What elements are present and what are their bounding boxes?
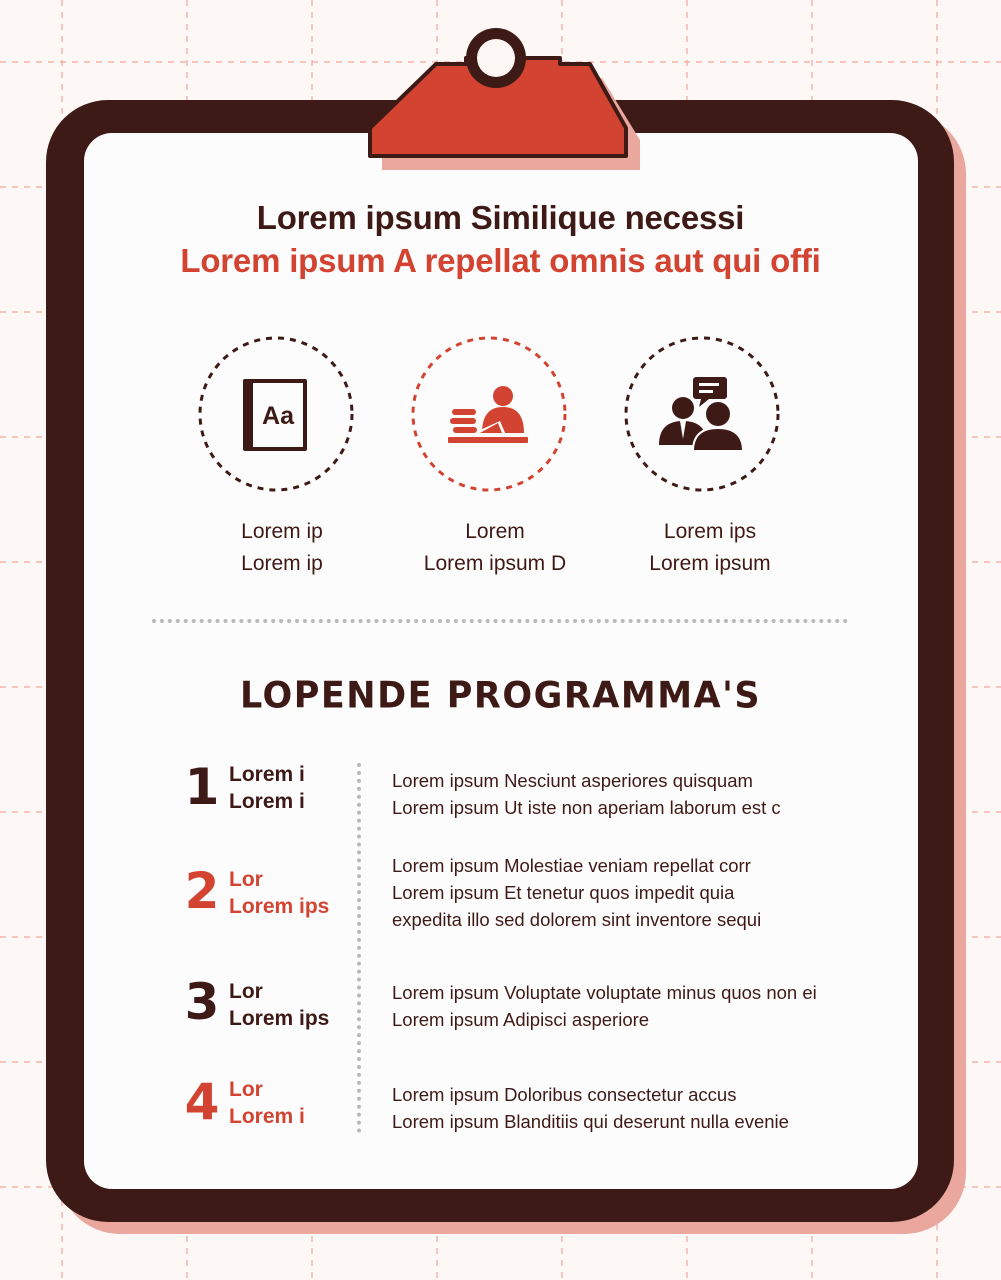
feature-circle-2 <box>410 335 570 495</box>
programs-vertical-divider <box>357 763 361 1133</box>
program-label-2: Lor Lorem ips <box>229 868 330 918</box>
feature-label-3: Lorem ips Lorem ipsum <box>649 520 771 575</box>
program-desc-3: Lorem ipsum Voluptate voluptate minus quos non ei Lorem ipsum Adipisci asperiore <box>392 982 817 1030</box>
svg-text:Aa: Aa <box>262 402 294 430</box>
program-label-4: Lor Lorem i <box>229 1078 305 1128</box>
program-desc-1: Lorem ipsum Nesciunt asperiores quisquam Lorem ipsum Ut iste non aperiam laborum est c <box>392 770 781 818</box>
feature-label-1: Lorem ip Lorem ip <box>241 520 323 575</box>
section-divider <box>152 619 848 623</box>
program-desc-2: Lorem ipsum Molestiae veniam repellat corr Lorem ipsum Et tenetur quos impedit quia expedita illo sed dolorem sint inventore sequi <box>392 855 762 930</box>
program-number-4: 4 <box>184 1073 220 1131</box>
program-desc-4: Lorem ipsum Doloribus consectetur accus Lorem ipsum Blanditiis qui deserunt nulla evenie <box>392 1084 789 1132</box>
feature-circle-1 <box>197 335 357 495</box>
book-icon <box>197 335 357 495</box>
conversation-icon <box>623 335 783 495</box>
program-number-2: 2 <box>184 862 220 920</box>
page-title: Lorem ipsum Similique necessi <box>256 199 745 236</box>
feature-circle-3 <box>623 335 783 495</box>
feature-label-2: Lorem Lorem ipsum D <box>423 520 567 575</box>
program-number-3: 3 <box>184 973 220 1031</box>
program-label-3: Lor Lorem ips <box>229 980 330 1030</box>
programs-title: LOPENDE PROGRAMMA'S <box>239 675 762 717</box>
program-number-1: 1 <box>184 758 220 816</box>
page-subtitle: Lorem ipsum A repellat omnis aut qui offi <box>180 242 821 279</box>
clipboard-clip-icon <box>364 26 644 176</box>
program-label-1: Lorem i Lorem i <box>229 763 305 813</box>
reading-person-icon <box>410 335 570 495</box>
